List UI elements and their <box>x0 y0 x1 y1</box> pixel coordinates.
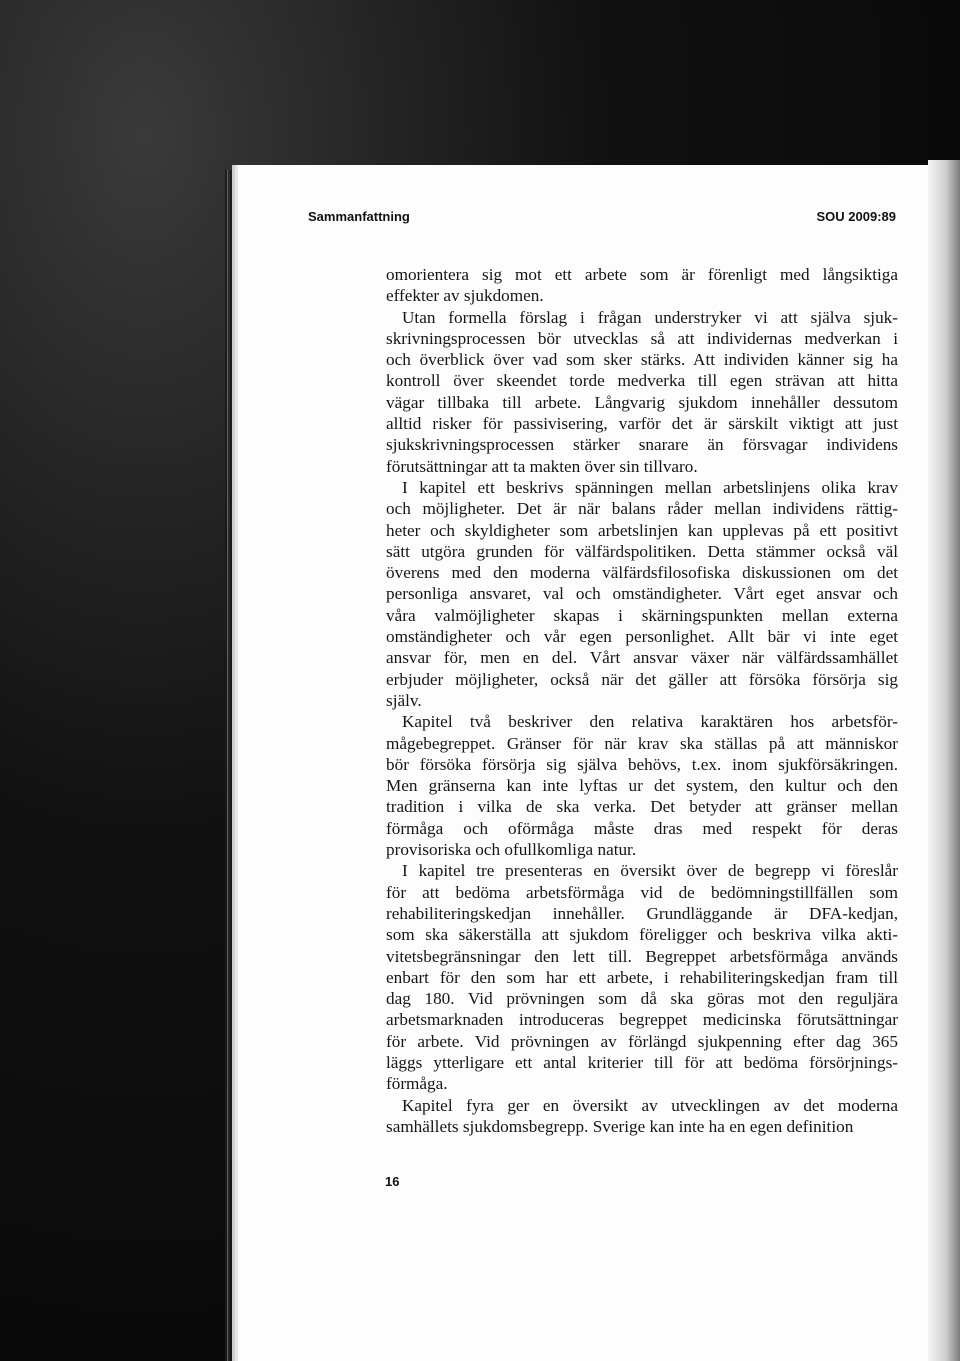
text-line: provisoriska och ofullkomliga natur. <box>386 840 637 860</box>
text-line: Utan formella förslag i frågan understryker vi att själva sjuk- <box>402 307 898 327</box>
text-line: som ska säkerställa att sjukdom föreligger och beskriva vilka akti- <box>386 925 898 945</box>
text-line: arbetsmarknaden introduceras begreppet medicinska förutsättningar <box>386 1010 898 1030</box>
text-line: själv. <box>386 690 422 710</box>
text-line: bör försöka försörja sig själva behövs, t.ex. inom sjukförsäkringen. <box>386 754 898 774</box>
text-line: rehabiliteringskedjan innehåller. Grundläggande är DFA-kedjan, <box>386 903 898 923</box>
text-line: erbjuder möjligheter, också när det gäller att försöka försörja sig <box>386 669 898 689</box>
text-line: samhällets sjukdomsbegrepp. Sverige kan inte ha en egen definition <box>386 1116 854 1136</box>
text-line: för arbete. Vid prövningen av förlängd sjukpenning efter dag 365 <box>386 1031 898 1051</box>
text-line: Men gränserna kan inte lyftas ur det system, den kultur och den <box>386 776 898 796</box>
text-line: sätt utgöra grunden för välfärdspolitiken. Detta stämmer också väl <box>386 541 898 561</box>
text-line: effekter av sjukdomen. <box>386 286 544 306</box>
text-line: för att bedöma arbetsförmåga vid de bedömningstillfällen som <box>386 882 898 902</box>
text-line: personliga ansvaret, val och omständigheter. Vårt eget ansvar och <box>386 584 898 604</box>
text-line: tradition i vilka de ska verka. Det betyder att gränser mellan <box>386 797 898 817</box>
text-line: I kapitel ett beskrivs spänningen mellan arbetslinjens olika krav <box>402 477 898 497</box>
text-line: omorientera sig mot ett arbete som är förenligt med långsiktiga <box>386 265 898 284</box>
running-header <box>308 209 896 229</box>
text-line: förutsättningar att ta makten över sin tillvaro. <box>386 456 698 476</box>
text-line: vitetsbegränsningar den lett till. Begreppet arbetsförmåga används <box>386 946 898 966</box>
text-line: Kapitel fyra ger en översikt av utvecklingen av det moderna <box>402 1095 898 1115</box>
text-line: sjukskrivningsprocessen stärker snarare än försvagar individens <box>386 435 898 455</box>
document-id: SOU 2009:89 <box>816 209 896 224</box>
text-line: vägar tillbaka till arbete. Långvarig sjukdom innehåller dessutom <box>386 392 898 412</box>
text-line: skrivningsprocessen bör utvecklas så att individernas medverkan i <box>386 328 898 348</box>
text-line: dag 180. Vid prövningen som då ska göras mot den reguljära <box>386 989 898 1009</box>
text-line: förmåga och oförmåga måste dras med respekt för deras <box>386 818 898 838</box>
text-line: Kapitel två beskriver den relativa karaktären hos arbetsför- <box>402 712 898 732</box>
text-line: enbart för den som har ett arbete, i rehabiliteringskedjan fram till <box>386 967 898 987</box>
text-line: och överblick över vad som sker stärks. Att individen känner sig ha <box>386 350 898 370</box>
text-line: alltid risker för passivisering, varför det är särskilt viktigt att just <box>386 414 898 434</box>
page-edge-shadow <box>928 160 960 1361</box>
section-title: Sammanfattning <box>308 209 410 224</box>
text-line: ansvar för, men en del. Vårt ansvar växer när välfärdssamhället <box>386 648 898 668</box>
text-line: kontroll över skeendet torde medverka till egen strävan att hitta <box>386 371 898 391</box>
text-line: överens med den moderna välfärdsfilosofiska diskussionen om det <box>386 563 898 583</box>
body-text <box>386 264 898 1137</box>
text-line: heter och skyldigheter som arbetslinjen kan upplevas på ett positivt <box>386 520 898 540</box>
text-line: våra valmöjligheter skapas i skärningspunkten mellan externa <box>386 605 898 625</box>
text-line: och möjligheter. Det är när balans råder mellan individens rättig- <box>386 499 898 519</box>
text-line: omständigheter och vår egen personlighet. Allt bär vi inte eget <box>386 627 898 647</box>
text-line: I kapitel tre presenteras en översikt över de begrepp vi föreslår <box>402 861 898 881</box>
text-line: förmåga. <box>386 1074 448 1094</box>
page-number: 16 <box>385 1174 400 1189</box>
text-line: mågebegreppet. Gränser för när krav ska ställas på att människor <box>386 733 898 753</box>
text-line: läggs ytterligare ett antal kriterier till för att bedöma försörjnings- <box>386 1052 898 1072</box>
